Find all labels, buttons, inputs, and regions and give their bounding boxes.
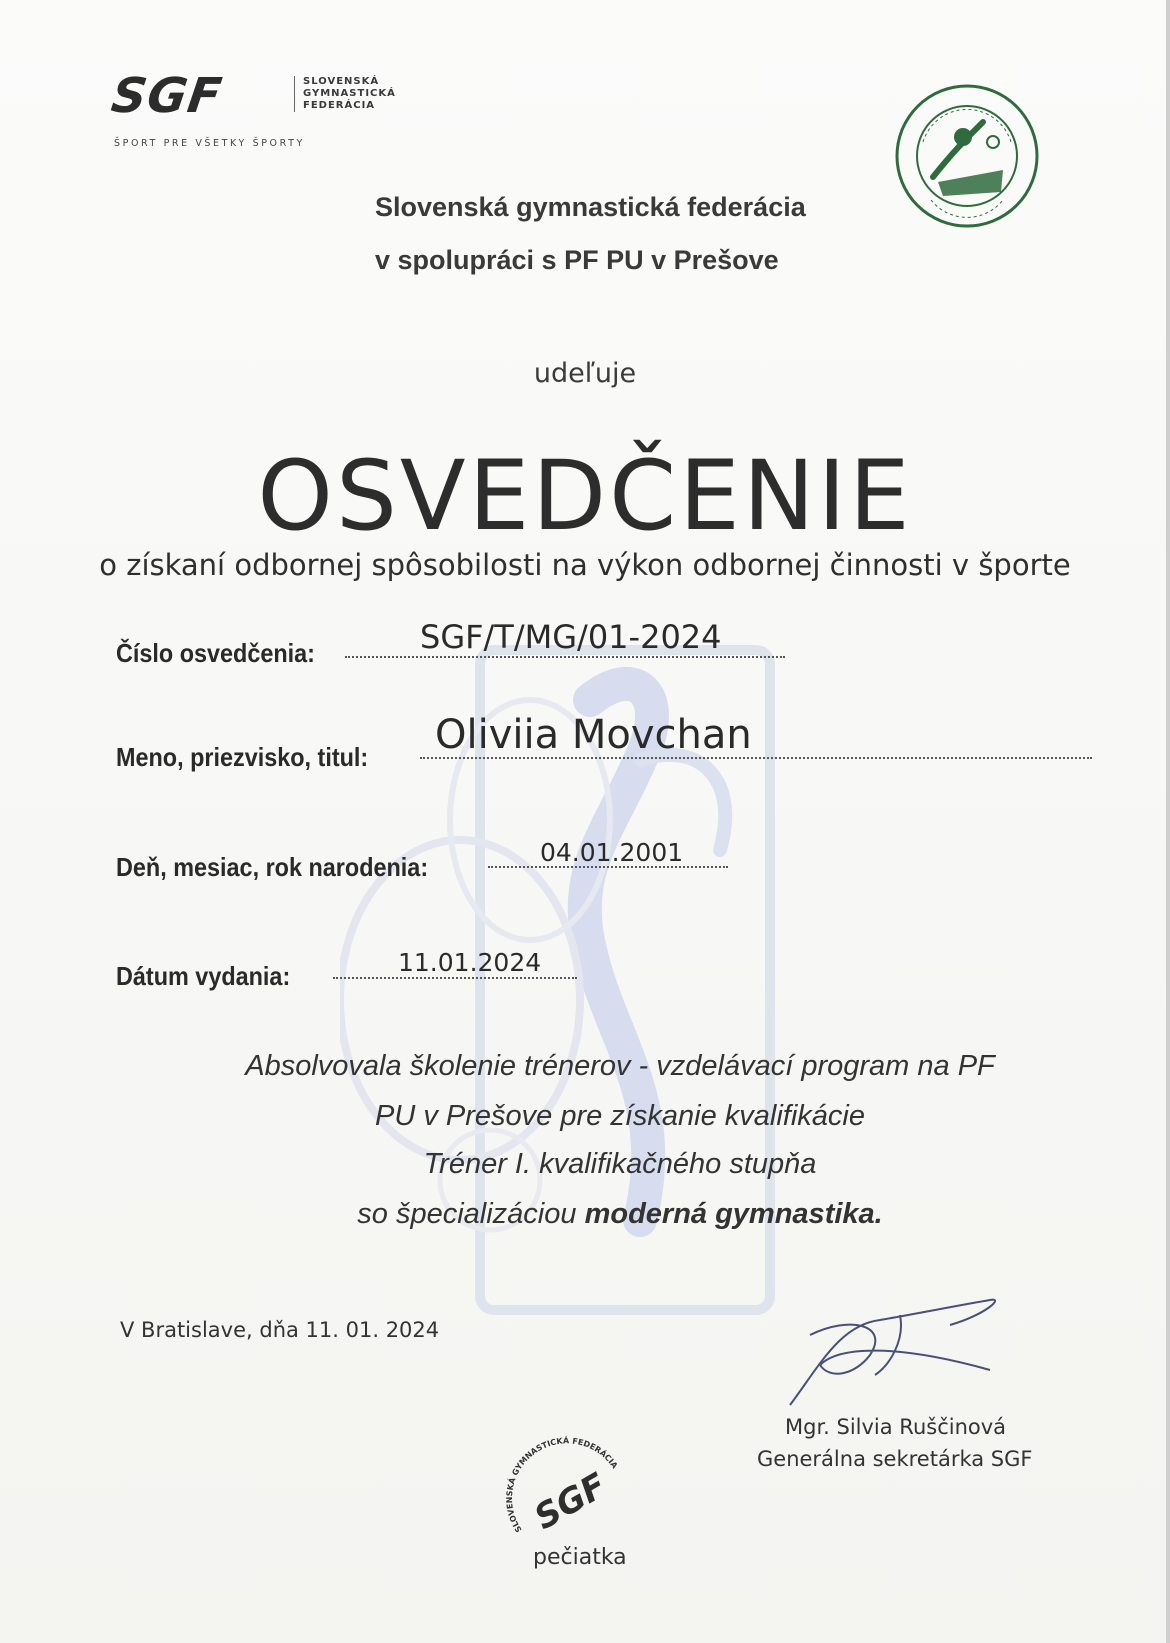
signature-image (780, 1285, 1005, 1410)
name-label: Meno, priezvisko, titul: (116, 742, 369, 772)
signer-name: Mgr. Silvia Ruščinová (785, 1415, 1007, 1439)
org-name: Slovenská gymnastická federácia (375, 192, 806, 222)
sgf-logo (108, 66, 412, 156)
number-label: Číslo osvedčenia: (116, 638, 315, 668)
svg-text:SLOVENSKÁ GYMNASTICKÁ FEDERÁCI: SLOVENSKÁ GYMNASTICKÁ FEDERÁCIA (504, 1436, 620, 1534)
issue-value: 11.01.2024 (398, 948, 542, 977)
stamp-label: pečiatka (533, 1545, 627, 1570)
sgf-tagline: ŠPORT PRE VŠETKY ŠPORTY (114, 138, 305, 149)
issue-label: Dátum vydania: (116, 961, 291, 991)
sgf-logo-text: SLOVENSKÁ GYMNASTICKÁ FEDERÁCIA (294, 76, 396, 112)
birth-label: Deň, mesiac, rok narodenia: (116, 852, 429, 882)
org-header (375, 192, 806, 276)
certificate-subtitle: o získaní odbornej spôsobilosti na výkon odbornej činnosti v športe (99, 548, 1071, 582)
awards-label: udeľuje (533, 358, 637, 389)
org-cooperation: v spolupráci s PF PU v Prešove (375, 245, 779, 275)
place-date: V Bratislave, dňa 11. 01. 2024 (120, 1318, 440, 1342)
signer-role: Generálna sekretárka SGF (757, 1447, 1033, 1471)
specialization: moderná gymnastika. (584, 1198, 883, 1230)
note-line-2: PU v Prešove pre získanie kvalifikácie (375, 1100, 865, 1132)
svg-text:SGF: SGF (527, 1465, 614, 1538)
note-line-4: so špecializáciou moderná gymnastika. (357, 1198, 883, 1230)
name-value: Oliviia Movchan (435, 712, 752, 758)
note-line-3: Tréner I. kvalifikačného stupňa (423, 1148, 817, 1180)
number-dots (345, 656, 785, 658)
note-line-1: Absolvovala školenie trénerov - vzdelávací program na PF (245, 1050, 995, 1082)
issue-dots (333, 977, 577, 979)
number-value: SGF/T/MG/01-2024 (420, 618, 722, 656)
university-seal-icon (893, 82, 1041, 230)
sgf-wordmark: SGF (108, 68, 226, 124)
birth-value: 04.01.2001 (540, 838, 684, 867)
certificate-title: OSVEDČENIE (257, 440, 913, 552)
